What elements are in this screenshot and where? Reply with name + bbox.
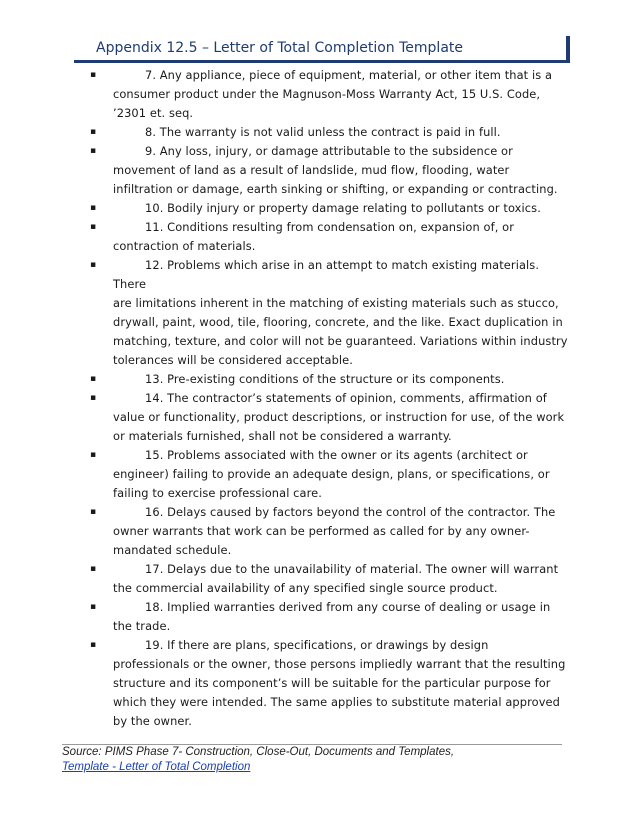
list-item	[90, 199, 568, 218]
list-item	[90, 256, 568, 370]
list-item-text: 19. If there are plans, specifications, or drawings by design professionals or the owner, those persons impliedly warrant that the resulting structure and its component’s will be suitable for the particular purpose for which they were intended. The same applies to substitute material approved by the owner.	[113, 638, 566, 728]
list-item	[90, 636, 568, 731]
page-header-title: Appendix 12.5 – Letter of Total Completion Template	[96, 40, 463, 56]
list-item-text: 7. Any appliance, piece of equipment, material, or other item that is a consumer product under the Magnuson-Moss Warranty Act, 15 U.S. Code, ’2301 et. seq.	[113, 68, 553, 120]
bullet-icon: ▪	[90, 507, 97, 517]
bullet-icon: ▪	[90, 146, 97, 156]
list-item-text: 15. Problems associated with the owner or its agents (architect or engineer) failing to provide an adequate design, plans, or specifications, or failing to exercise professional care.	[113, 448, 550, 500]
bullet-icon: ▪	[90, 450, 97, 460]
list-item	[90, 446, 568, 503]
list-item	[90, 598, 568, 636]
list-item-text: 13. Pre-existing conditions of the structure or its components.	[145, 372, 505, 386]
bullet-icon: ▪	[90, 203, 97, 213]
list-item-text: 12. Problems which arise in an attempt to match existing materials. There are limitations inherent in the matching of existing materials such as stucco, drywall, paint, wood, tile, flooring, concrete, and the like. Exact duplication in matching, texture, and color will not be guaranteed. Variations within industry tolerances will be considered acceptable.	[113, 258, 568, 367]
bullet-icon: ▪	[90, 602, 97, 612]
footer-source: Source: PIMS Phase 7- Construction, Close-Out, Documents and Templates,	[62, 746, 455, 758]
bullet-icon: ▪	[90, 70, 97, 80]
list-item-text: 14. The contractor’s statements of opinion, comments, affirmation of value or functionality, product descriptions, or instruction for use, of the work or materials furnished, shall not be considered a warranty.	[113, 391, 565, 443]
list-item	[90, 66, 568, 123]
bullet-icon: ▪	[90, 393, 97, 403]
bullet-icon: ▪	[90, 374, 97, 384]
list-item-text: 16. Delays caused by factors beyond the control of the contractor. The owner warrants that work can be performed as called for by any owner-mandated schedule.	[113, 505, 556, 557]
list-item-text: 9. Any loss, injury, or damage attributable to the subsidence or movement of land as a result of landslide, mud flow, flooding, water infiltration or damage, earth sinking or shifting, or expanding or contracting.	[113, 144, 558, 196]
list-item-text: 11. Conditions resulting from condensation on, expansion of, or contraction of materials.	[113, 220, 514, 253]
bullet-icon: ▪	[90, 127, 97, 137]
exclusions-list	[90, 66, 568, 731]
list-item-text: 17. Delays due to the unavailability of material. The owner will warrant the commercial availability of any specified single source product.	[113, 562, 559, 595]
list-item-text: 18. Implied warranties derived from any course of dealing or usage in the trade.	[113, 600, 551, 633]
bullet-icon: ▪	[90, 260, 97, 270]
footer-link[interactable]: Template - Letter of Total Completion	[62, 761, 251, 773]
list-item	[90, 218, 568, 256]
bullet-icon: ▪	[90, 640, 97, 650]
list-item	[90, 503, 568, 560]
bullet-icon: ▪	[90, 222, 97, 232]
footer-divider	[62, 744, 562, 745]
header-corner-rule	[566, 36, 570, 63]
list-item-text: 10. Bodily injury or property damage relating to pollutants or toxics.	[145, 201, 541, 215]
list-item	[90, 142, 568, 199]
list-item-text: 8. The warranty is not valid unless the contract is paid in full.	[145, 125, 501, 139]
list-item	[90, 123, 568, 142]
list-item	[90, 370, 568, 389]
header-rule	[74, 60, 570, 63]
bullet-icon: ▪	[90, 564, 97, 574]
list-item	[90, 560, 568, 598]
list-item	[90, 389, 568, 446]
